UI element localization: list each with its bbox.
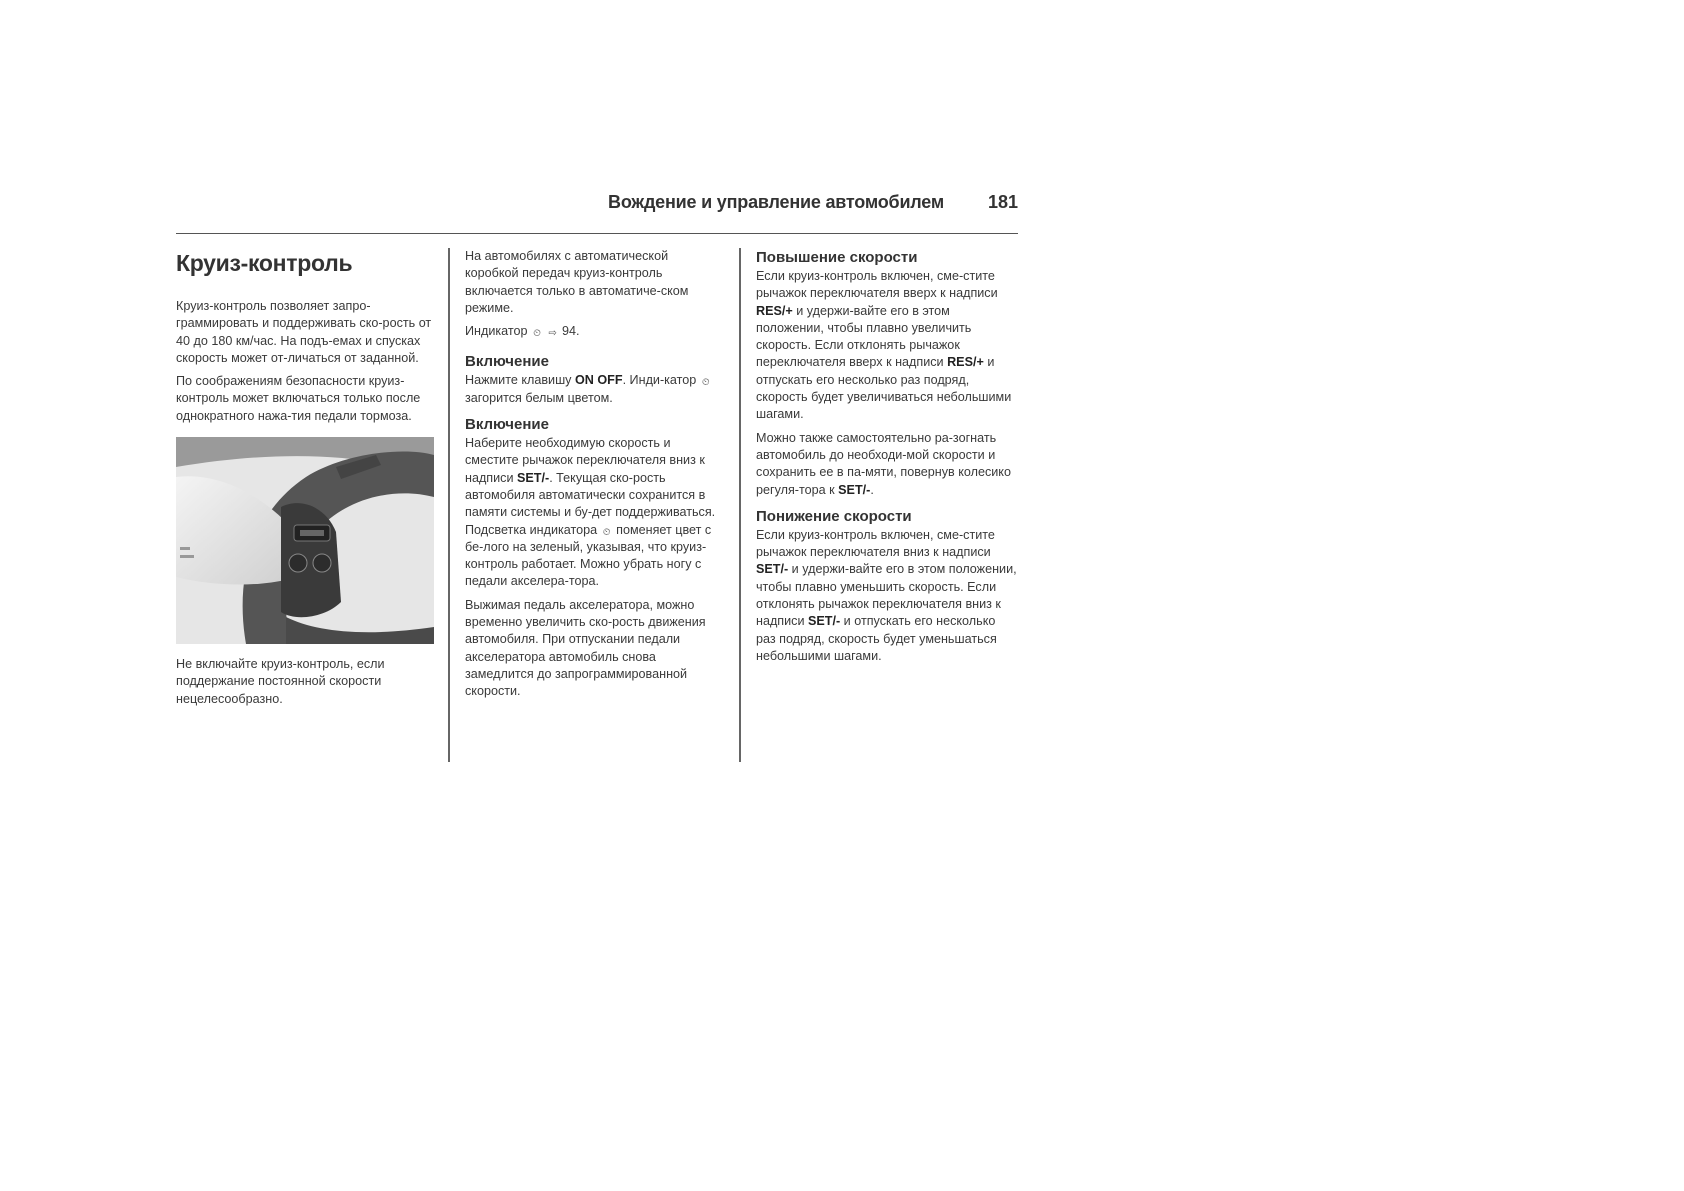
text-run: поменяет цвет с бе-лого на зеленый, указывая, что круиз-контроль работает. Можно убрать ногу с педали акселера-тора. — [465, 522, 712, 589]
increase-speed-paragraph — [756, 268, 1018, 424]
decrease-speed-paragraph — [756, 527, 1018, 665]
subheading-increase-speed: Повышение скорости — [756, 249, 918, 266]
cruise-control-indicator-icon: ⏲ — [533, 328, 541, 340]
auto-transmission-paragraph: На автомобилях с автоматической коробкой передач круиз-контроль включается только в автоматиче-ском режиме. — [465, 249, 689, 315]
key-label-on-off: ON OFF — [574, 373, 623, 388]
subheading-activation-2: Включение — [465, 416, 549, 434]
column-2 — [465, 248, 723, 707]
header-rule — [176, 233, 1018, 234]
activation-paragraph — [465, 372, 723, 407]
key-label-set: SET/- — [808, 614, 841, 629]
text-run: Если круиз-контроль включен, сме-стите рычажок переключателя вниз к надписи — [756, 527, 995, 560]
running-header — [176, 190, 1018, 218]
text-run: Наберите необходимую скорость и сместите рычажок переключателя вниз к надписи — [465, 436, 705, 485]
cruise-control-indicator-icon: ⏲ — [701, 377, 710, 389]
manual-accelerate-paragraph — [756, 430, 1018, 499]
text-run: . Текущая ско-рость автомобиля автоматически сохранится в памяти системы и бу-дет поддерживаться. Подсветка индикатора — [465, 470, 716, 537]
text-run: Можно также самостоятельно ра-зогнать автомобиль до необходи-мой скорости и сохранить ее в па-мяти, повернув колесико регуля-тора к — [756, 430, 1011, 497]
indicator-reference — [465, 323, 723, 340]
column-divider — [448, 248, 450, 762]
text-run: загорится белым цветом. — [465, 390, 613, 405]
steering-wheel-photo — [176, 437, 434, 644]
text-run: Если круиз-контроль включен, сме-стите рычажок переключателя вверх к надписи — [756, 269, 998, 301]
text-run: . — [870, 482, 874, 497]
subheading-decrease-speed: Понижение скорости — [756, 507, 912, 525]
page-reference-link[interactable]: 94. — [562, 324, 580, 339]
key-label-res: RES/+ — [756, 303, 793, 318]
text-run: и удержи-вайте его в этом положении, чтобы плавно увеличить скорость. Если отклонять рычажок переключателя вверх к надписи — [756, 303, 972, 370]
text-run: и отпускать его несколько раз подряд, скорость будет уменьшаться небольшими шагами. — [756, 614, 997, 663]
key-label-set: SET/- — [756, 562, 789, 577]
text-run: Нажмите клавишу — [465, 373, 575, 388]
text-run: . Инди-катор — [622, 373, 697, 388]
indicator-label: Индикатор — [465, 324, 528, 339]
text-run: и отпускать его несколько раз подряд, скорость будет увеличиваться небольшими шагами. — [756, 355, 1012, 422]
subheading-activation: Включение — [465, 353, 549, 371]
figure-caption: Не включайте круиз-контроль, если поддержание постоянной скорости нецелесообразно. — [176, 657, 385, 706]
safety-paragraph: По соображениям безопасности круиз-контроль может включаться только после однократного нажа-тия педали тормоза. — [176, 374, 421, 423]
column-divider — [739, 248, 741, 762]
key-label-set: SET/- — [517, 470, 550, 485]
key-label-set: SET/- — [838, 482, 871, 497]
key-label-res: RES/+ — [947, 355, 984, 370]
running-title: Вождение и управление автомобилем — [608, 192, 944, 212]
accelerator-paragraph: Выжимая педаль акселератора, можно временно увеличить ско-рость движения автомобиля. При отпускании педали акселератора автомобиль снова замедлится до запрограммированной скорости. — [465, 597, 706, 699]
set-speed-paragraph — [465, 435, 723, 591]
page-number: 181 — [987, 192, 1018, 212]
section-title: Круиз-контроль — [176, 250, 353, 276]
text-run: и удержи-вайте его в этом положении, чтобы плавно уменьшить скорость. Если отклонять рычажок переключателя вниз к надписи — [756, 562, 1017, 629]
page-reference-arrow-icon[interactable]: ⇨ — [548, 328, 557, 340]
column-3 — [756, 248, 1018, 671]
cruise-control-indicator-icon: ⏲ — [602, 526, 611, 538]
intro-paragraph: Круиз-контроль позволяет запро-граммировать и поддерживать ско-рость от 40 до 180 км/час. На подъ-емах и спусках скорость может от-личаться от заданной. — [176, 299, 432, 365]
column-1 — [176, 248, 434, 714]
